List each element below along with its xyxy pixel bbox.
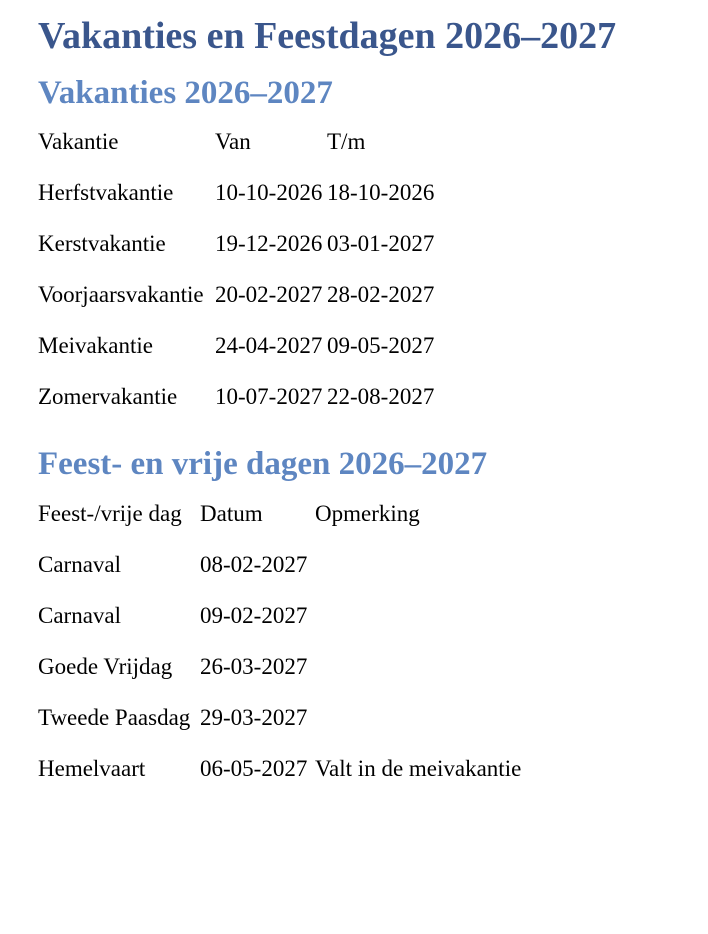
- table-row: [38, 642, 678, 693]
- holiday-date-cell: 09-02-2027: [200, 602, 308, 628]
- holiday-note-cell: [315, 540, 678, 591]
- holiday-date-cell: 06-05-2027: [200, 755, 308, 781]
- vacation-name-cell: Herfstvakantie: [38, 180, 174, 206]
- table-header-row: [38, 489, 678, 540]
- vacation-name-cell: Meivakantie: [38, 333, 153, 359]
- column-header-datum: Datum: [200, 500, 263, 526]
- column-header-opmerking: Opmerking: [315, 500, 420, 526]
- feestdagen-table: [38, 489, 678, 795]
- vacation-end-cell: 03-01-2027: [327, 231, 435, 257]
- holiday-name-cell: Goede Vrijdag: [38, 653, 173, 679]
- vacation-start-cell: 10-10-2026: [215, 180, 323, 206]
- section-vakanties: [38, 74, 678, 424]
- table-row: [38, 270, 678, 321]
- table-row: [38, 372, 678, 423]
- table-row: [38, 540, 678, 591]
- table-row: [38, 591, 678, 642]
- page-title: Vakanties en Feestdagen 2026–2027: [38, 15, 617, 57]
- vacation-end-cell: 09-05-2027: [327, 333, 435, 359]
- vacation-start-cell: 20-02-2027: [215, 282, 323, 308]
- holiday-date-cell: 08-02-2027: [200, 551, 308, 577]
- vacation-start-cell: 10-07-2027: [215, 384, 323, 410]
- vacation-start-cell: 24-04-2027: [215, 333, 323, 359]
- table-row: [38, 168, 678, 219]
- column-header-vakantie: Vakantie: [38, 129, 119, 155]
- vacation-start-cell: 19-12-2026: [215, 231, 323, 257]
- table-row: [38, 219, 678, 270]
- holiday-date-cell: 26-03-2027: [200, 653, 308, 679]
- holiday-note-cell: Valt in de meivakantie: [315, 755, 522, 781]
- section-feestdagen: [38, 445, 678, 795]
- vacation-name-cell: Kerstvakantie: [38, 231, 166, 257]
- column-header-tm: T/m: [327, 129, 366, 155]
- column-header-van: Van: [215, 129, 251, 155]
- vacation-name-cell: Zomervakantie: [38, 384, 178, 410]
- vakanties-heading: Vakanties 2026–2027: [38, 74, 333, 111]
- holiday-name-cell: Tweede Paasdag: [38, 704, 191, 730]
- holiday-note-cell: [315, 693, 678, 744]
- holiday-note-cell: [315, 591, 678, 642]
- holiday-name-cell: Carnaval: [38, 602, 122, 628]
- table-header-row: [38, 117, 678, 168]
- holiday-name-cell: Hemelvaart: [38, 755, 146, 781]
- holiday-note-cell: [315, 642, 678, 693]
- holiday-name-cell: Carnaval: [38, 551, 122, 577]
- vacation-end-cell: 22-08-2027: [327, 384, 435, 410]
- table-row: [38, 321, 678, 372]
- table-row: [38, 693, 678, 744]
- vacation-end-cell: 18-10-2026: [327, 180, 435, 206]
- column-header-feestdag: Feest-/vrije dag: [38, 500, 182, 526]
- vakanties-table: [38, 117, 678, 423]
- vacation-name-cell: Voorjaarsvakantie: [38, 282, 204, 308]
- holiday-date-cell: 29-03-2027: [200, 704, 308, 730]
- table-row: [38, 744, 678, 795]
- vacation-end-cell: 28-02-2027: [327, 282, 435, 308]
- document: [38, 14, 678, 795]
- feestdagen-heading: Feest- en vrije dagen 2026–2027: [38, 446, 488, 483]
